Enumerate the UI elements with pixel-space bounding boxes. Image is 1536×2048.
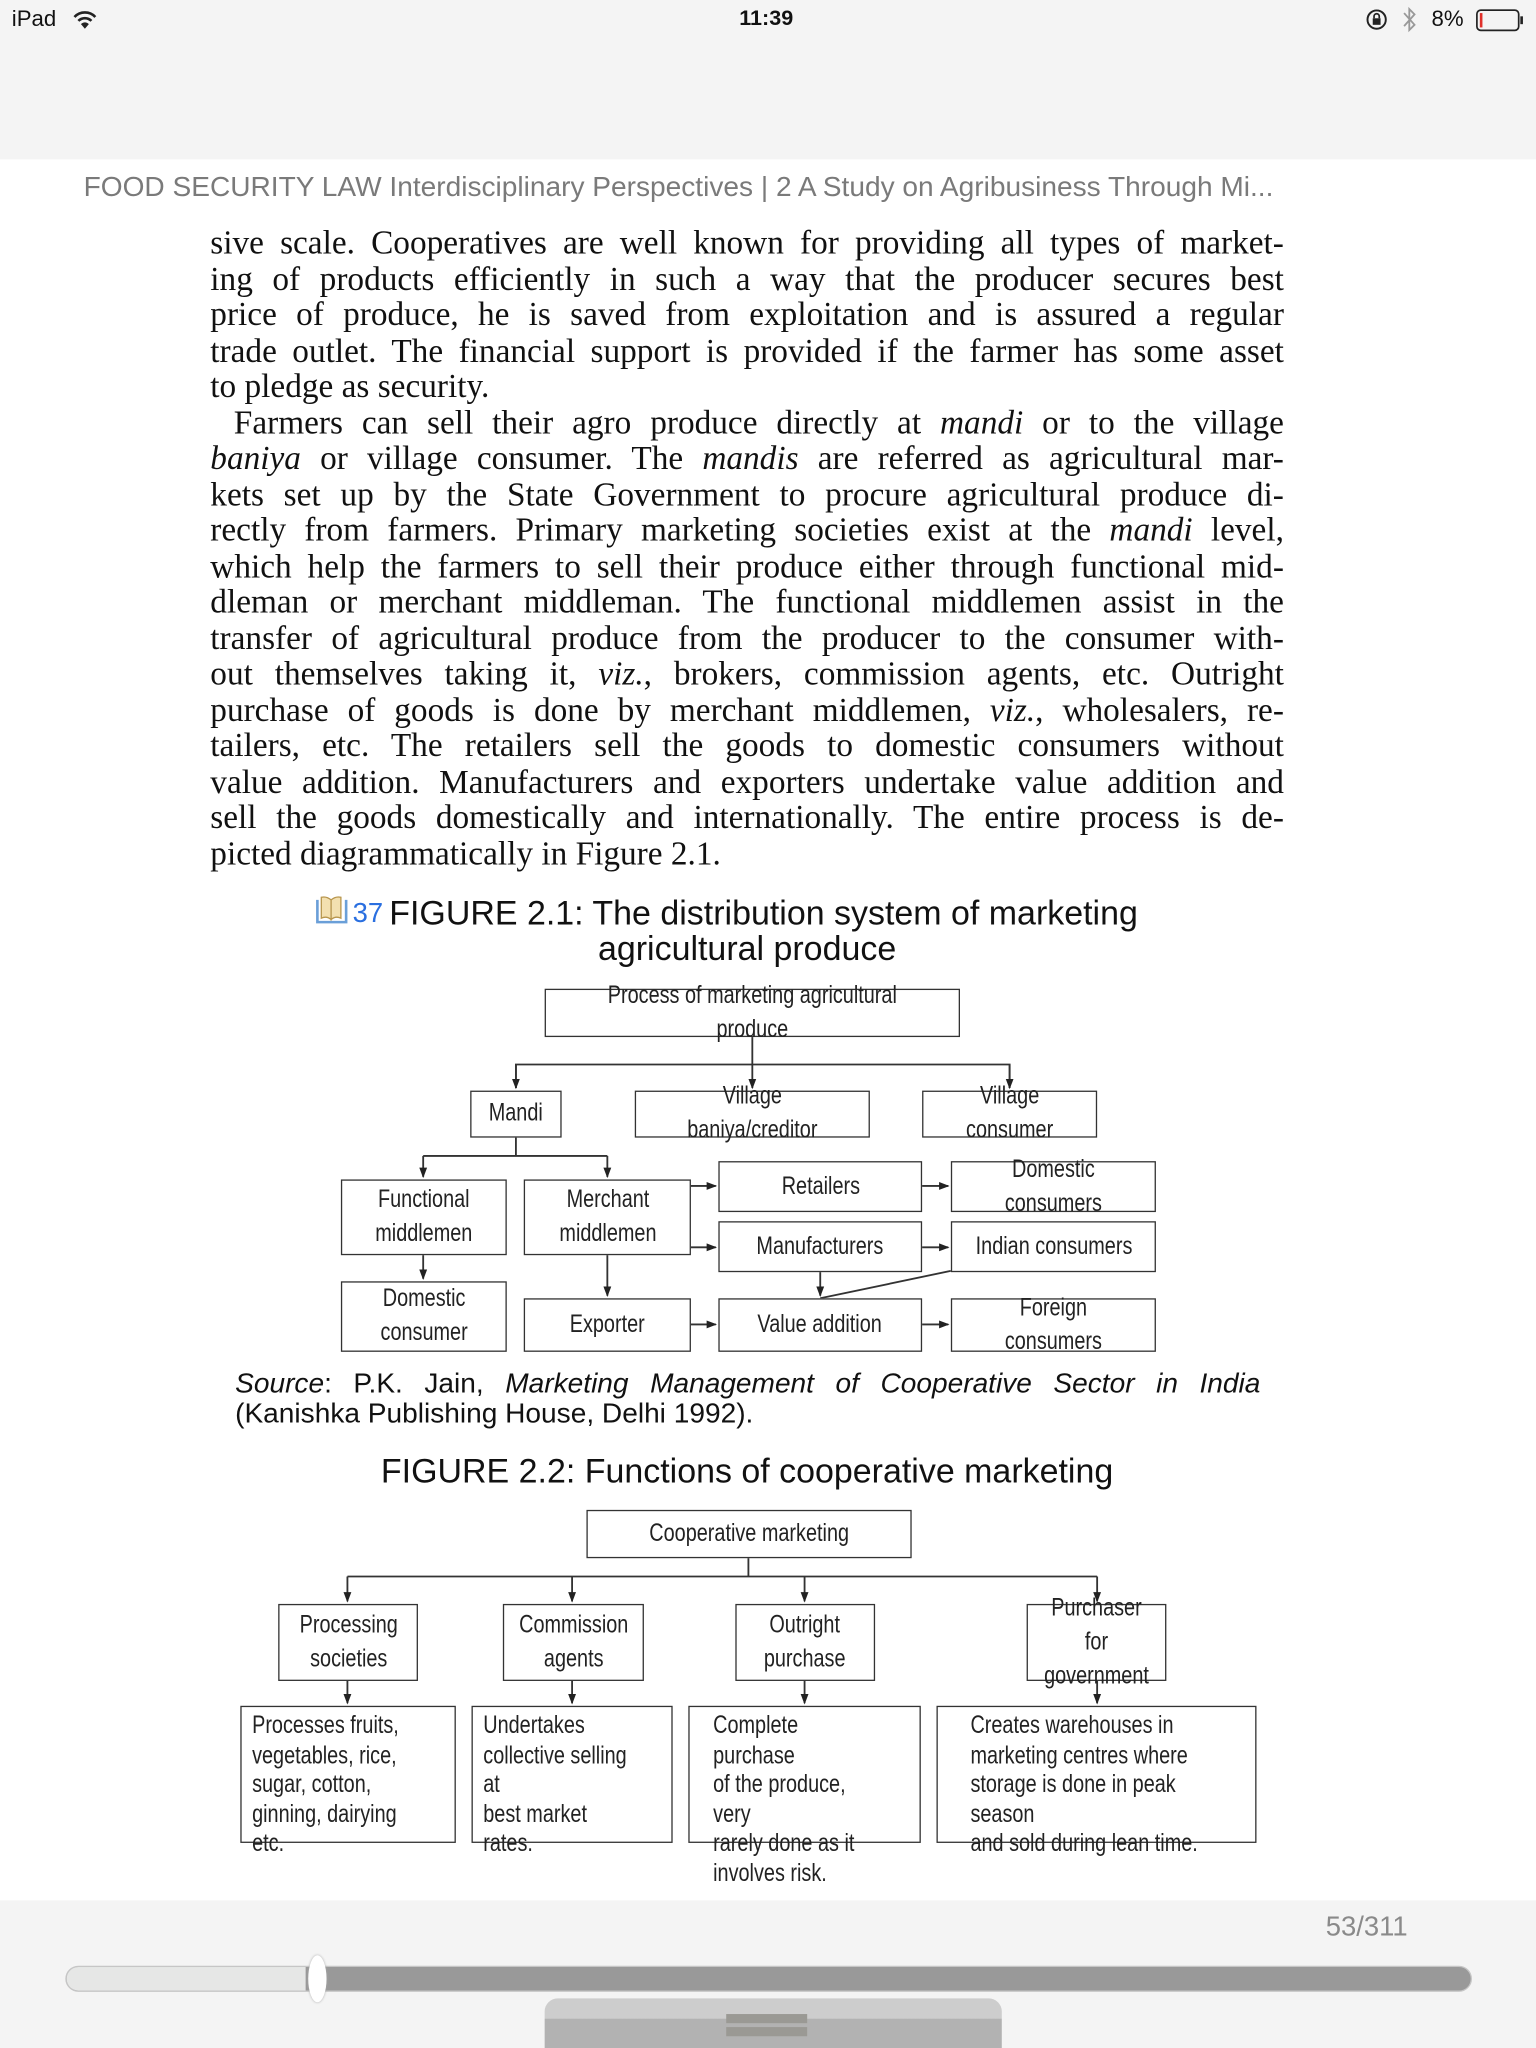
box-retailers: Retailers — [718, 1161, 922, 1212]
source-label: Source — [235, 1367, 325, 1399]
text-run: which help the farmers to sell their produce either through functional mid- — [210, 546, 1284, 585]
text-run: tailers, etc. The retailers sell the goods to domestic consumers without — [210, 726, 1284, 765]
figure1-title-line1: FIGURE 2.1: The distribution system of marketing — [389, 893, 1138, 933]
text-line — [210, 368, 1284, 404]
text-run: , brokers, commission agents, etc. Outright — [643, 654, 1284, 693]
text-run: transfer of agricultural produce from the producer to the consumer with- — [210, 618, 1284, 657]
book-title[interactable]: FOOD SECURITY LAW Interdisciplinary Perspectives | 2 A Study on Agribusiness Through Mi... — [83, 171, 1274, 203]
italic-term: mandi — [939, 402, 1024, 441]
text-line — [210, 692, 1284, 728]
box-value-addition: Value addition — [718, 1298, 922, 1352]
text-line — [210, 512, 1284, 548]
box-domestic-consumer: Domestic consumer — [341, 1281, 507, 1352]
text-run: are referred as agricultural mar- — [798, 438, 1284, 477]
drawer-handle[interactable] — [545, 1998, 1002, 2048]
handle-grip-icon — [726, 2014, 807, 2023]
text-line — [210, 261, 1284, 297]
scrubber-fill — [67, 1967, 306, 1991]
italic-term: mandi — [1109, 510, 1193, 549]
source-publisher: (Kanishka Publishing House, Delhi 1992). — [235, 1397, 754, 1429]
box-foreign-consumers: Foreign consumers — [951, 1298, 1156, 1352]
box-function-desc: Complete purchase of the produce, very rarely done as it involves risk. — [688, 1706, 920, 1843]
box-function-name: Purchaser for government — [1027, 1604, 1167, 1681]
text-line — [210, 404, 1284, 440]
text-run: ing of products efficiently in such a way that the producer secures best — [210, 259, 1284, 298]
page-link-37[interactable]: 37 — [352, 898, 384, 929]
box-function-desc: Creates warehouses in marketing centres where storage is done in peak season and sold during lean time. — [936, 1706, 1256, 1843]
text-run: or to the village — [1023, 402, 1284, 441]
text-line — [210, 440, 1284, 476]
box-domestic-consumers: Domestic consumers — [951, 1161, 1156, 1212]
text-line — [210, 225, 1284, 261]
text-line — [210, 476, 1284, 512]
italic-term: viz. — [989, 690, 1036, 729]
box-village-consumer: Village consumer — [922, 1091, 1097, 1138]
text-run: , wholesalers, re- — [1035, 690, 1284, 729]
text-run: to pledge as security. — [210, 367, 490, 405]
page-counter: 53/311 — [1325, 1912, 1408, 1943]
box-exporter: Exporter — [524, 1298, 691, 1352]
text-line — [210, 656, 1284, 692]
battery-icon — [1476, 9, 1526, 39]
italic-term: viz. — [598, 654, 644, 693]
figure1-source — [235, 1369, 1260, 1429]
italic-term: baniya — [210, 438, 301, 477]
text-line — [210, 728, 1284, 764]
box-process: Process of marketing agricultural produce — [545, 989, 960, 1037]
box-function-name: Outright purchase — [735, 1604, 875, 1681]
body-text — [210, 225, 1284, 872]
box-mandi: Mandi — [470, 1091, 561, 1138]
figure2-title: FIGURE 2.2: Functions of cooperative marketing — [380, 1451, 1114, 1491]
text-line — [210, 799, 1284, 835]
clock: 11:39 — [739, 6, 794, 31]
box-function-desc: Processes fruits, vegetables, rice, sugar, cotton, ginning, dairying etc. — [240, 1706, 456, 1843]
text-run: or village consumer. The — [300, 438, 703, 477]
wifi-icon — [73, 9, 97, 36]
text-run: level, — [1192, 510, 1284, 549]
text-line — [210, 620, 1284, 656]
text-line — [210, 763, 1284, 799]
source-author: : P.K. Jain, — [324, 1367, 506, 1399]
italic-term: mandis — [702, 438, 799, 477]
text-line — [210, 548, 1284, 584]
device-label: iPad — [11, 6, 57, 32]
bluetooth-icon — [1401, 7, 1417, 40]
text-run: kets set up by the State Government to procure agricultural produce di- — [210, 474, 1284, 513]
text-line — [210, 296, 1284, 332]
text-line — [210, 584, 1284, 620]
box-functional-middlemen: Functional middlemen — [341, 1179, 507, 1255]
scrubber-thumb[interactable] — [308, 1955, 326, 2002]
text-line — [210, 835, 1284, 871]
text-run: Farmers can sell their agro produce directly at — [233, 402, 940, 441]
text-run: dleman or merchant middleman. The functional middlemen assist in the — [210, 582, 1284, 621]
box-village-baniya: Village baniya/creditor — [635, 1091, 870, 1138]
text-run: picted diagrammatically in Figure 2.1. — [210, 833, 721, 872]
page-scrubber[interactable] — [65, 1966, 1472, 1992]
text-line — [210, 332, 1284, 368]
figure1-title-line2: agricultural produce — [597, 928, 897, 968]
text-run: sell the goods domestically and internationally. The entire process is de- — [210, 798, 1284, 836]
text-run: trade outlet. The financial support is provided if the farmer has some asset — [210, 331, 1284, 369]
text-run: out themselves taking it, — [210, 654, 599, 693]
book-icon[interactable] — [315, 896, 349, 934]
box-function-desc: Undertakes collective selling at best market rates. — [472, 1706, 673, 1843]
text-run: rectly from farmers. Primary marketing societies exist at the — [210, 510, 1110, 549]
handle-grip-icon — [726, 2027, 807, 2036]
text-run: purchase of goods is done by merchant middlemen, — [210, 690, 990, 729]
battery-percent: 8% — [1431, 6, 1464, 32]
box-cooperative-marketing: Cooperative marketing — [586, 1510, 911, 1558]
box-manufacturers: Manufacturers — [718, 1221, 922, 1272]
box-merchant-middlemen: Merchant middlemen — [524, 1179, 691, 1255]
box-indian-consumers: Indian consumers — [951, 1221, 1156, 1272]
text-run: sive scale. Cooperatives are well known for providing all types of market- — [210, 223, 1284, 262]
rotation-lock-icon — [1366, 8, 1390, 38]
text-run: price of produce, he is saved from exploitation and is assured a regular — [210, 295, 1284, 334]
box-function-name: Commission agents — [503, 1604, 644, 1681]
text-run: value addition. Manufacturers and exporters undertake value addition and — [210, 762, 1284, 800]
source-book: Marketing Management of Cooperative Sector in India — [505, 1367, 1261, 1399]
box-function-name: Processing societies — [278, 1604, 418, 1681]
